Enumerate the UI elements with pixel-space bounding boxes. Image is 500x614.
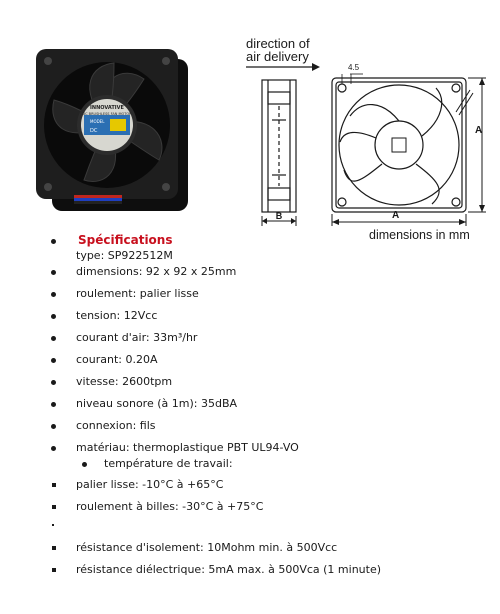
label-line: DC BRUSHLESS FAN MOTOR bbox=[82, 112, 132, 116]
bullet-icon bbox=[51, 270, 56, 275]
dimensions-caption: dimensions in mm bbox=[369, 228, 470, 242]
bullet-icon bbox=[82, 462, 87, 467]
label-brand: INNOVATIVE bbox=[90, 105, 124, 111]
direction-label-line2: air delivery bbox=[246, 49, 309, 64]
direction-label-line1: direction of bbox=[246, 36, 310, 51]
spec-courant-air: courant d'air: 33m³/hr bbox=[76, 331, 198, 344]
bullet-icon bbox=[51, 239, 56, 244]
spec-billes: roulement à billes: -30°C à +75°C bbox=[76, 500, 264, 513]
square-bullet-icon bbox=[52, 568, 56, 572]
spec-niveau: niveau sonore (à 1m): 35dBA bbox=[76, 397, 238, 410]
bullet-icon bbox=[51, 358, 56, 363]
spec-connexion: connexion: fils bbox=[76, 419, 156, 432]
square-bullet-icon bbox=[52, 505, 56, 509]
spec-title: Spécifications bbox=[78, 233, 173, 247]
arrow-right-icon bbox=[312, 63, 320, 71]
spec-palier: palier lisse: -10°C à +65°C bbox=[76, 478, 224, 491]
bullet-icon bbox=[51, 314, 56, 319]
front-view bbox=[332, 78, 466, 212]
dimension-diagram bbox=[232, 30, 492, 250]
wire-exit bbox=[456, 90, 473, 115]
bullet-icon bbox=[51, 292, 56, 297]
label-dc: DC bbox=[90, 128, 98, 134]
bullet-icon bbox=[51, 402, 56, 407]
side-view bbox=[262, 80, 296, 212]
dim-a-vertical bbox=[468, 78, 486, 212]
bullet-icon bbox=[51, 336, 56, 341]
bullet-icon bbox=[51, 380, 56, 385]
square-bullet-icon bbox=[52, 524, 54, 526]
label-model: MODEL bbox=[90, 119, 105, 124]
dim-a-right-label: A bbox=[475, 125, 483, 136]
square-bullet-icon bbox=[52, 483, 56, 487]
dim-45-label: 4.5 bbox=[348, 63, 360, 72]
spec-dimensions: dimensions: 92 x 92 x 25mm bbox=[76, 265, 237, 278]
spec-tension: tension: 12Vcc bbox=[76, 309, 158, 322]
spec-vitesse: vitesse: 2600tpm bbox=[76, 375, 173, 388]
bullet-icon bbox=[51, 424, 56, 429]
dim-a-bottom-label: A bbox=[392, 210, 400, 221]
square-bullet-icon bbox=[52, 546, 56, 550]
spec-materiau: matériau: thermoplastique PBT UL94-VO bbox=[76, 441, 299, 454]
spec-type: type: SP922512M bbox=[76, 249, 173, 262]
spec-dielectrique: résistance diélectrique: 5mA max. à 500Vca (1 minute) bbox=[76, 563, 382, 576]
spec-courant: courant: 0.20A bbox=[76, 353, 158, 366]
fan-photo bbox=[34, 45, 194, 215]
bullet-icon bbox=[51, 446, 56, 451]
spec-roulement: roulement: palier lisse bbox=[76, 287, 199, 300]
dim-b-label: B bbox=[275, 211, 283, 221]
spec-temperature: température de travail: bbox=[104, 457, 233, 470]
spec-list bbox=[0, 228, 500, 614]
spec-isolement: résistance d'isolement: 10Mohm min. à 500Vcc bbox=[76, 541, 338, 554]
